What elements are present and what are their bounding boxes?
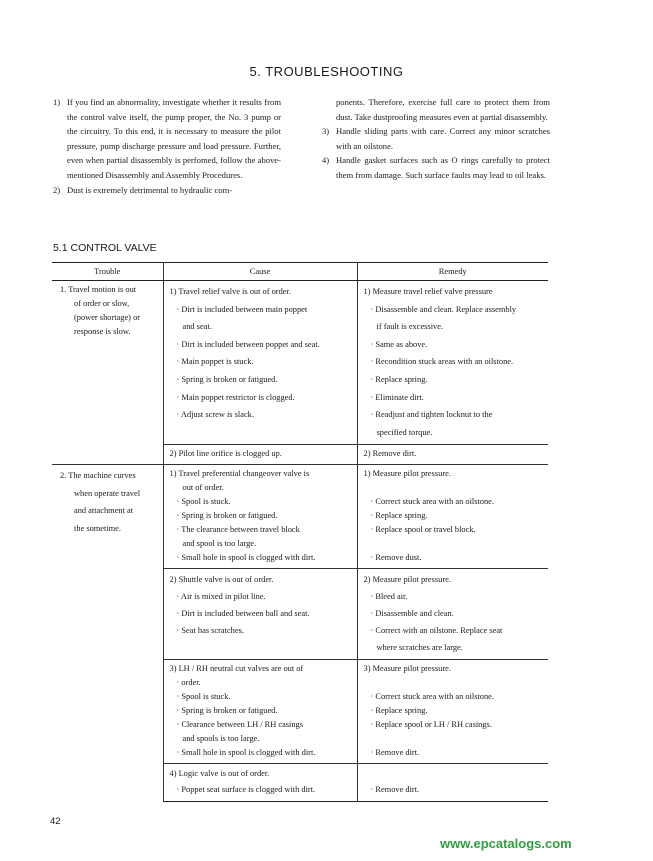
cause-line: · Spring is broken or fatigued. xyxy=(176,706,278,716)
remedy-line: · Replace spool or LH / RH casings. xyxy=(370,720,492,730)
trouble-line: 1. Travel motion is out xyxy=(60,285,137,294)
cause-line: · The clearance between travel block xyxy=(176,525,300,535)
intro-item-4 xyxy=(322,153,550,182)
remedy-line: · Correct stuck area with an oilstone. xyxy=(370,692,494,702)
cause-line: · Spool is stuck. xyxy=(176,692,231,702)
watermark-link[interactable]: www.epcatalogs.com xyxy=(440,836,572,851)
cause-line: · Main poppet is stuck. xyxy=(176,357,254,367)
cause-line: · Poppet seat surface is clogged with dirt. xyxy=(176,785,316,795)
cause-cell xyxy=(163,445,357,465)
remedy-line: · Eliminate dirt. xyxy=(370,392,424,402)
remedy-line: · Bleed air. xyxy=(370,592,408,602)
remedy-line: 3) Measure pilot pressure. xyxy=(363,664,451,674)
remedy-cell xyxy=(357,569,548,660)
cause-line xyxy=(170,639,354,656)
cause-line: and seat. xyxy=(182,322,212,332)
intro-item-1 xyxy=(53,95,281,183)
intro-item-number: 3) xyxy=(322,126,330,137)
intro-item-number: 2) xyxy=(53,184,61,195)
intro-item-text: Handle gasket surfaces such as O rings carefully to protect them from damage. Such surface faults may lead to oil leaks. xyxy=(336,155,550,180)
intro-item-3 xyxy=(322,124,550,153)
remedy-cell xyxy=(357,465,548,569)
cause-line: · Dirt is included between poppet and seat. xyxy=(176,339,320,349)
intro-item-text: ponents. Therefore, exercise full care to protect them from dust. Take dustproofing measures even at partial disassembly. xyxy=(336,97,550,122)
trouble-line: the sometime. xyxy=(74,523,121,533)
remedy-cell xyxy=(357,445,548,465)
cause-line: and spool is too large. xyxy=(182,539,257,549)
trouble-line: when operate travel xyxy=(74,488,141,498)
cause-line: · Clearance between LH / RH casings xyxy=(176,720,304,730)
header-cause: Cause xyxy=(163,263,357,281)
intro-item-2-continued xyxy=(322,95,550,124)
cause-cell xyxy=(163,569,357,660)
intro-item-2 xyxy=(53,183,281,198)
page-title: 5. TROUBLESHOOTING xyxy=(249,64,404,79)
remedy-line: · Disassemble and clean. Replace assembly xyxy=(370,304,517,314)
cause-line: 3) LH / RH neutral cut valves are out of xyxy=(169,664,304,674)
remedy-line: · Same as above. xyxy=(370,339,428,349)
remedy-line: · Replace spring. xyxy=(370,374,428,384)
intro-left-column xyxy=(53,95,281,197)
remedy-line xyxy=(364,676,546,690)
remedy-line: · Remove dirt. xyxy=(370,748,420,758)
cause-cell xyxy=(163,660,357,764)
cause-line: · Spring is broken or fatigued. xyxy=(176,374,278,384)
trouble-cell xyxy=(52,281,163,465)
remedy-cell xyxy=(357,660,548,764)
intro-item-text: If you find an abnormality, investigate whether it results from the control valve itself, the pump proper, the No. 3 pump or the circuitry. To this end, it is necessary to measure the pilot pressure, pump discharge pressure and load pressure. Further, even when partial disassembly is perfomed, follow the above-mentioned Disassembly and Assembly Procedures. xyxy=(67,97,281,180)
remedy-line xyxy=(364,537,546,551)
table-header-row xyxy=(52,263,548,281)
remedy-line xyxy=(364,481,546,495)
cause-line: · Adjust screw is slack. xyxy=(176,410,254,420)
intro-item-text: Handle sliding parts with care. Correct any minor scratches with an oilstone. xyxy=(336,126,550,151)
cause-line: · Main poppet restrictor is clogged. xyxy=(176,392,295,402)
intro-right-column xyxy=(322,95,550,183)
remedy-line: · Correct stuck area with an oilstone. xyxy=(370,497,494,507)
cause-line: 4) Logic valve is out of order. xyxy=(169,769,270,779)
intro-item-number: 4) xyxy=(322,155,330,166)
cause-line: · Small hole in spool is clogged with dirt. xyxy=(176,553,316,563)
remedy-line: · Recondition stuck areas with an oilstone. xyxy=(370,357,514,367)
remedy-line: 2) Measure pilot pressure. xyxy=(363,575,451,585)
section-title: 5.1 CONTROL VALVE xyxy=(53,242,157,254)
header-trouble: Trouble xyxy=(52,263,163,281)
remedy-cell xyxy=(357,764,548,802)
cause-line: · Dirt is included between ball and seat. xyxy=(176,609,310,619)
troubleshooting-table xyxy=(52,262,548,802)
cause-line: out of order. xyxy=(182,483,224,493)
table-row xyxy=(52,465,548,569)
cause-cell xyxy=(163,764,357,802)
cause-line: 1) Travel relief valve is out of order. xyxy=(169,287,291,296)
cause-line: · Spring is broken or fatigued. xyxy=(176,511,278,521)
remedy-line xyxy=(364,732,546,746)
trouble-line: 2. The machine curves xyxy=(60,471,136,481)
remedy-line: where scratches are large. xyxy=(376,643,463,653)
trouble-line: response is slow. xyxy=(74,327,131,336)
cause-line: · Seat has scratches. xyxy=(176,626,244,636)
cause-line: · Small hole in spool is clogged with dirt. xyxy=(176,748,316,758)
cause-line: 1) Travel preferential changeover valve is xyxy=(169,469,310,479)
remedy-line: 1) Measure pilot pressure. xyxy=(363,469,451,479)
cause-cell xyxy=(163,465,357,569)
cause-line: · Spool is stuck. xyxy=(176,497,231,507)
remedy-line: 2) Remove dirt. xyxy=(363,449,417,459)
remedy-line: · Remove dirt. xyxy=(370,785,420,795)
remedy-line: · Replace spring. xyxy=(370,511,428,521)
cause-line: 2) Shuttle valve is out of order. xyxy=(169,575,274,585)
cause-line: · Air is mixed in pilot line. xyxy=(176,592,266,602)
table-row xyxy=(52,281,548,445)
remedy-line: specified torque. xyxy=(376,427,433,437)
remedy-cell xyxy=(357,281,548,445)
remedy-line: 1) Measure travel relief valve pressure xyxy=(363,287,493,296)
header-remedy: Remedy xyxy=(357,263,548,281)
trouble-line: of order or slow, xyxy=(74,299,130,308)
cause-line: 2) Pilot line orifice is clogged up. xyxy=(169,449,282,459)
intro-item-number: 1) xyxy=(53,97,61,107)
remedy-line: · Replace spring. xyxy=(370,706,428,716)
remedy-line: · Readjust and tighten locknut to the xyxy=(370,410,493,420)
remedy-line xyxy=(364,766,546,782)
trouble-line: and attachment at xyxy=(74,506,134,516)
page-number: 42 xyxy=(50,816,61,827)
remedy-line: · Replace spool or travel block. xyxy=(370,525,476,535)
cause-line: · Dirt is included between main poppet xyxy=(176,304,308,314)
remedy-line: · Disassemble and clean. xyxy=(370,609,454,619)
cause-line: · order. xyxy=(176,678,201,688)
remedy-line: · Remove dust. xyxy=(370,553,422,563)
remedy-line: · Correct with an oilstone. Replace seat xyxy=(370,626,503,636)
trouble-cell xyxy=(52,465,163,802)
cause-cell xyxy=(163,281,357,445)
remedy-line: if fault is excessive. xyxy=(376,322,444,332)
cause-line: and spools is too large. xyxy=(182,734,260,744)
intro-item-text: Dust is extremely detrimental to hydraulic com- xyxy=(67,184,233,195)
trouble-line: (power shortage) or xyxy=(74,313,141,322)
